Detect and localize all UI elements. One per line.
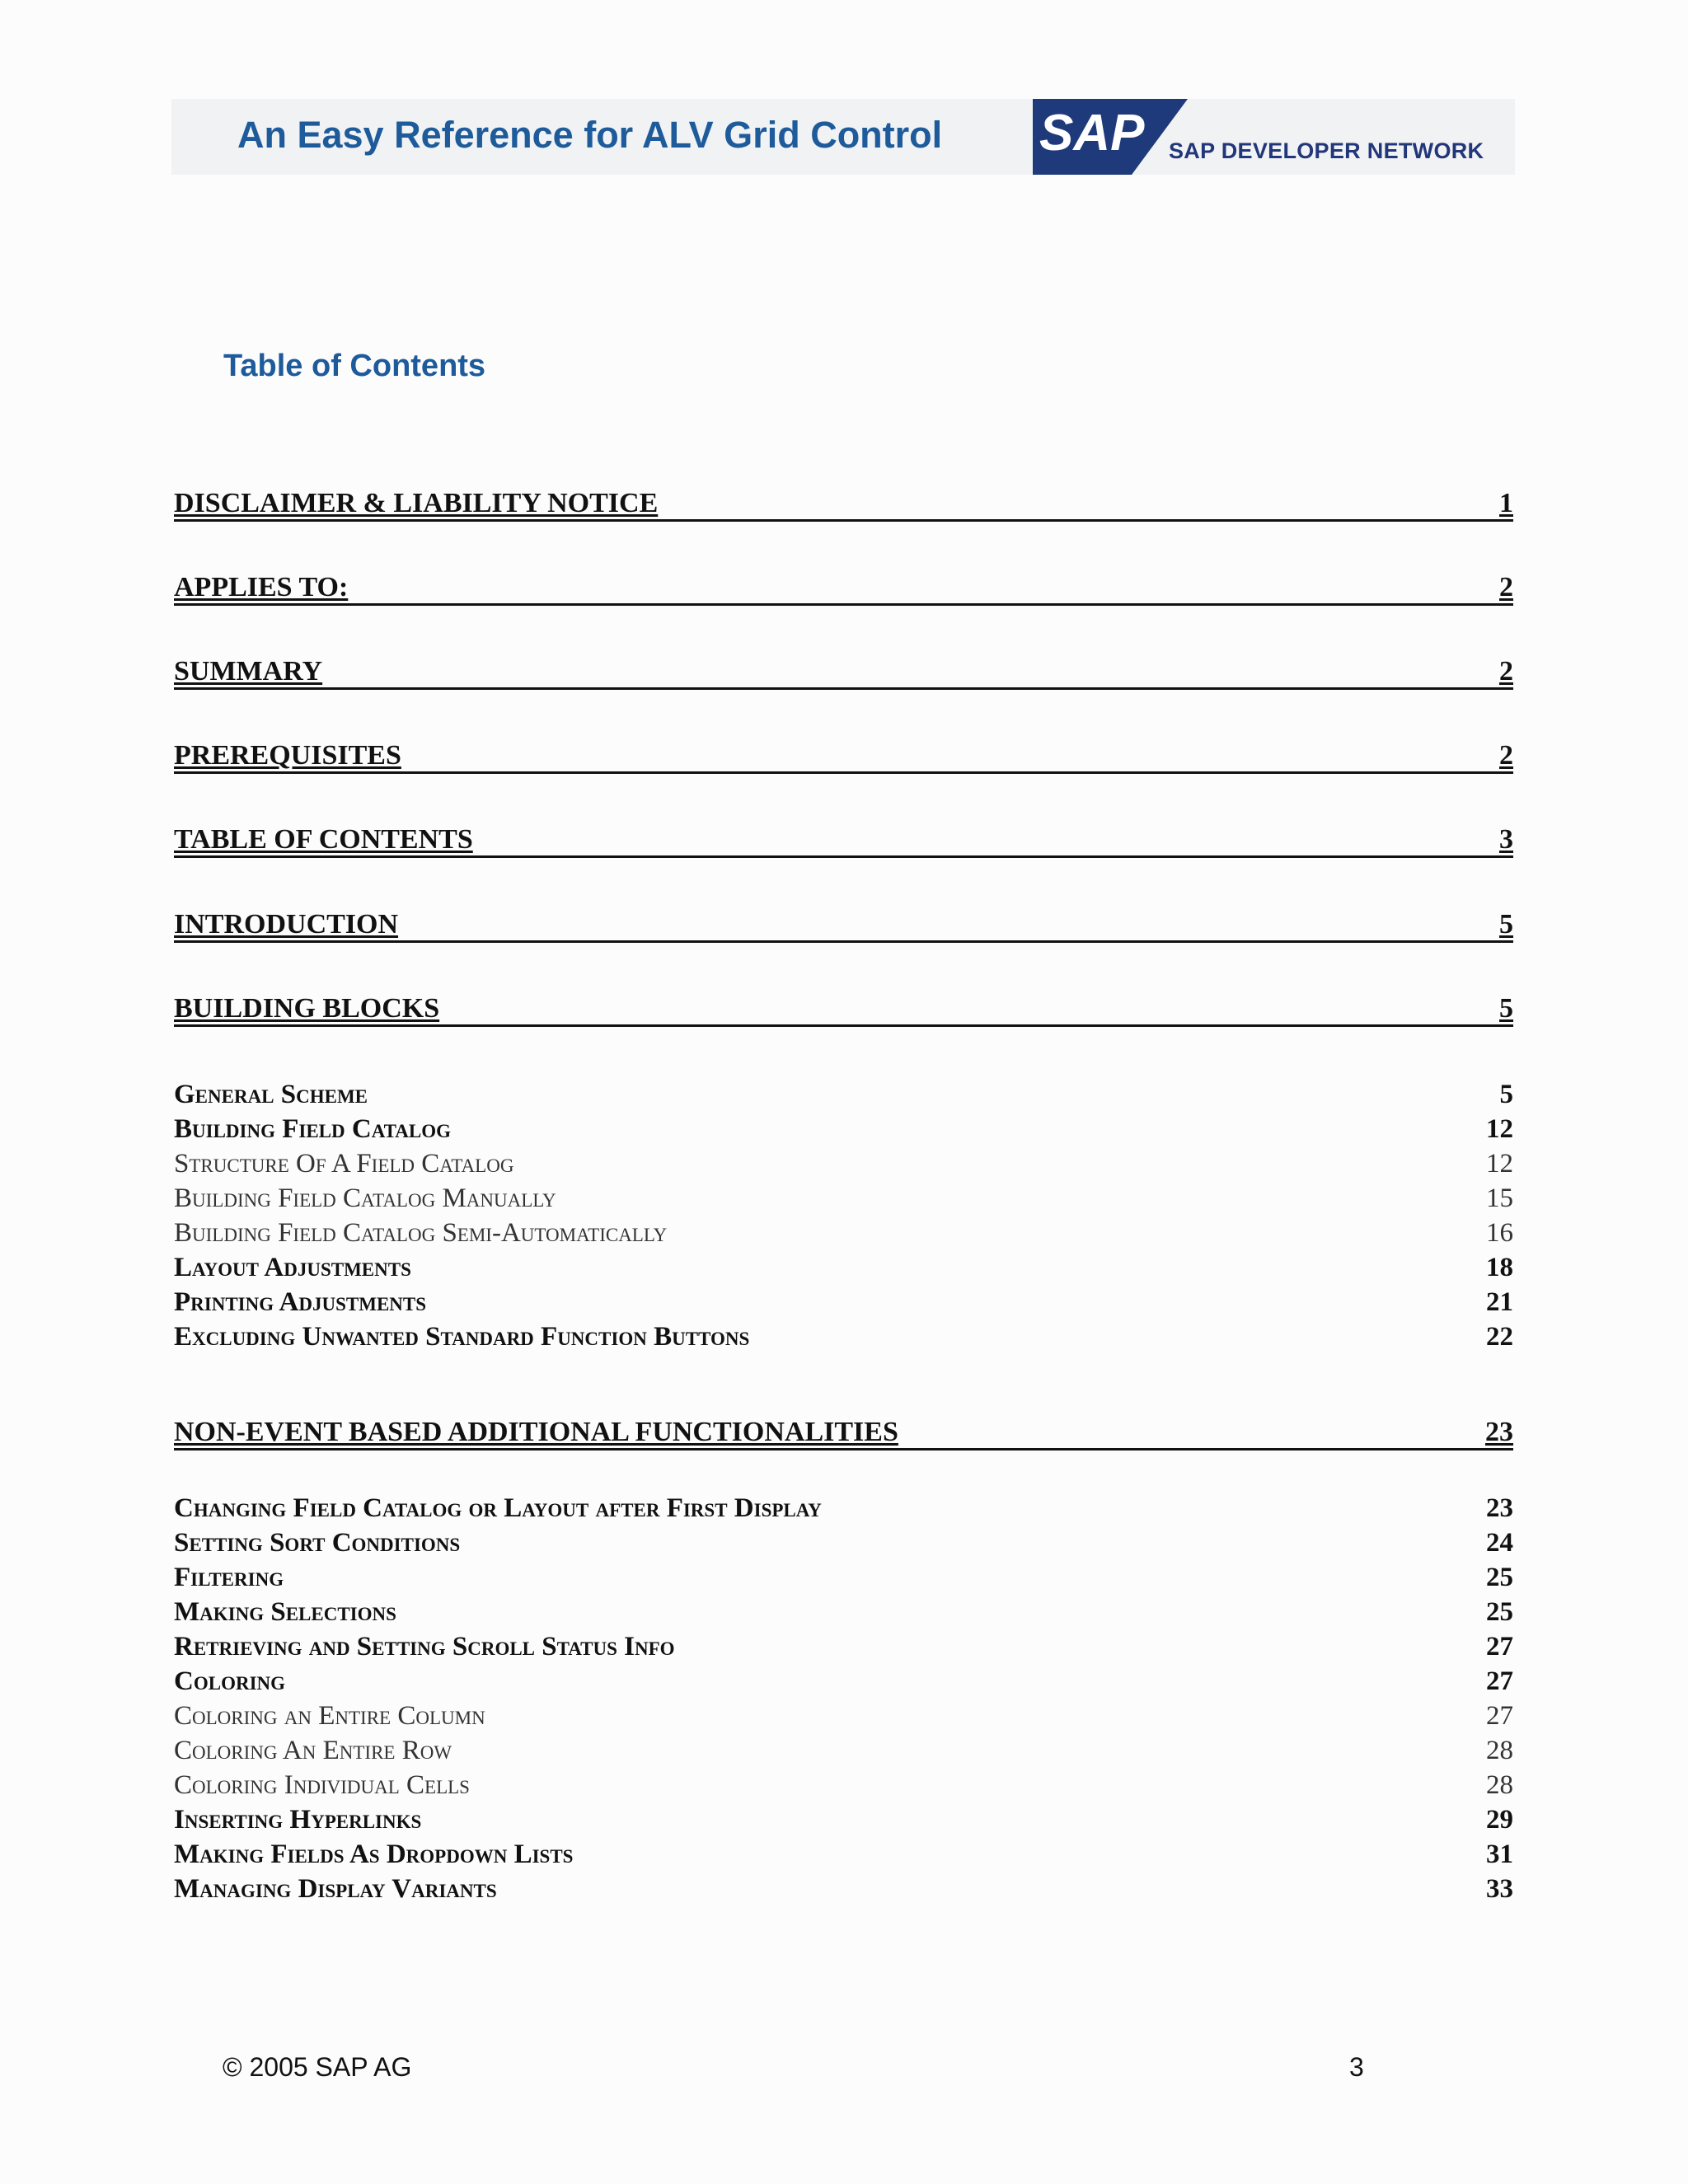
toc-entry-sort-conditions[interactable] xyxy=(174,1528,1513,1563)
toc-entry-page: 23 xyxy=(1486,1493,1513,1523)
toc-entry-label: Changing Field Catalog or Layout after First Display xyxy=(174,1493,822,1523)
toc-entry-label: Building Field Catalog xyxy=(174,1114,451,1144)
sap-logo xyxy=(1033,99,1188,175)
toc-entry-page: 33 xyxy=(1486,1874,1513,1904)
toc-entry-page: 27 xyxy=(1486,1701,1513,1731)
footer-page-number: 3 xyxy=(1349,2052,1364,2082)
toc-entry-structure-of-field-catalog[interactable] xyxy=(174,1149,1513,1183)
toc-entry-coloring-row[interactable] xyxy=(174,1736,1513,1770)
toc-entry-disclaimer[interactable] xyxy=(174,478,1513,522)
toc-entry-label: APPLIES TO: xyxy=(174,572,349,602)
toc-entry-summary[interactable] xyxy=(174,646,1513,690)
toc-entry-page: 12 xyxy=(1486,1114,1513,1144)
toc-entry-excluding-buttons[interactable] xyxy=(174,1322,1513,1357)
toc-entry-page: 18 xyxy=(1486,1253,1513,1282)
toc-entry-table-of-contents[interactable] xyxy=(174,814,1513,858)
toc-entry-page: 5 xyxy=(1499,993,1513,1024)
footer-copyright: © 2005 SAP AG xyxy=(223,2052,412,2082)
toc-entry-label: Coloring Individual Cells xyxy=(174,1770,470,1800)
toc-entry-building-field-catalog[interactable] xyxy=(174,1114,1513,1149)
toc-entry-page: 28 xyxy=(1486,1770,1513,1800)
toc-entry-page: 29 xyxy=(1486,1805,1513,1835)
toc-entry-coloring-cells[interactable] xyxy=(174,1770,1513,1805)
toc-entry-introduction[interactable] xyxy=(174,899,1513,943)
toc-entry-page: 5 xyxy=(1499,909,1513,940)
toc-entry-page: 16 xyxy=(1486,1218,1513,1248)
toc-heading: Table of Contents xyxy=(223,349,486,383)
toc-entry-page: 2 xyxy=(1499,740,1513,771)
toc-entry-page: 2 xyxy=(1499,572,1513,602)
document-title: An Easy Reference for ALV Grid Control xyxy=(237,114,943,156)
toc-entry-changing-field-catalog[interactable] xyxy=(174,1493,1513,1528)
sap-logo-text: SAP xyxy=(1039,105,1145,162)
toc-entry-label: General Scheme xyxy=(174,1080,368,1109)
toc-entry-building-blocks[interactable] xyxy=(174,983,1513,1027)
toc-entry-label: Coloring xyxy=(174,1666,286,1696)
toc-entry-page: 31 xyxy=(1486,1840,1513,1869)
toc-entry-label: Filtering xyxy=(174,1563,284,1592)
toc-entry-label: Making Fields As Dropdown Lists xyxy=(174,1840,574,1869)
toc-entry-page: 28 xyxy=(1486,1736,1513,1765)
toc-entry-coloring-column[interactable] xyxy=(174,1701,1513,1736)
toc-entry-page: 27 xyxy=(1486,1632,1513,1661)
developer-network-label: SAP DEVELOPER NETWORK xyxy=(1169,138,1484,163)
toc-entry-label: PREREQUISITES xyxy=(174,740,401,771)
toc-entry-label: Building Field Catalog Semi-Automatically xyxy=(174,1218,668,1248)
toc-entry-page: 22 xyxy=(1486,1322,1513,1352)
toc-entry-page: 23 xyxy=(1485,1417,1513,1447)
toc-entry-label: Layout Adjustments xyxy=(174,1253,411,1282)
toc-entry-page: 25 xyxy=(1486,1597,1513,1627)
toc-entry-label: Coloring an Entire Column xyxy=(174,1701,485,1731)
toc-entry-non-event-functionalities[interactable] xyxy=(174,1407,1513,1451)
toc-entry-label: Structure Of A Field Catalog xyxy=(174,1149,514,1179)
toc-entry-field-catalog-semi-auto[interactable] xyxy=(174,1218,1513,1253)
toc-entry-page: 27 xyxy=(1486,1666,1513,1696)
toc-entry-label: Managing Display Variants xyxy=(174,1874,497,1904)
toc-entry-page: 12 xyxy=(1486,1149,1513,1179)
toc-entry-display-variants[interactable] xyxy=(174,1874,1513,1909)
toc-entry-applies-to[interactable] xyxy=(174,562,1513,606)
toc-entry-label: Setting Sort Conditions xyxy=(174,1528,461,1558)
toc-entry-label: TABLE OF CONTENTS xyxy=(174,824,473,855)
toc-entry-printing-adjustments[interactable] xyxy=(174,1287,1513,1322)
toc-entry-page: 1 xyxy=(1499,488,1513,518)
toc-entry-general-scheme[interactable] xyxy=(174,1080,1513,1114)
toc-entry-label: Inserting Hyperlinks xyxy=(174,1805,422,1835)
toc-entry-layout-adjustments[interactable] xyxy=(174,1253,1513,1287)
toc-entry-making-selections[interactable] xyxy=(174,1597,1513,1632)
toc-entry-page: 21 xyxy=(1486,1287,1513,1317)
toc-entry-label: NON-EVENT BASED ADDITIONAL FUNCTIONALITIES xyxy=(174,1417,898,1447)
toc-entry-page: 15 xyxy=(1486,1183,1513,1213)
toc-entry-label: Excluding Unwanted Standard Function Buttons xyxy=(174,1322,750,1352)
sap-logo-icon xyxy=(1033,99,1188,175)
toc-entry-label: INTRODUCTION xyxy=(174,909,399,940)
toc-entry-field-catalog-manually[interactable] xyxy=(174,1183,1513,1218)
toc-entry-label: DISCLAIMER & LIABILITY NOTICE xyxy=(174,488,659,518)
toc-entry-label: Making Selections xyxy=(174,1597,396,1627)
toc-entry-page: 3 xyxy=(1499,824,1513,855)
toc-entry-coloring[interactable] xyxy=(174,1666,1513,1701)
toc-entry-inserting-hyperlinks[interactable] xyxy=(174,1805,1513,1840)
toc-entry-scroll-status[interactable] xyxy=(174,1632,1513,1666)
toc-entry-prerequisites[interactable] xyxy=(174,730,1513,774)
toc-entry-label: Coloring An Entire Row xyxy=(174,1736,452,1765)
toc-entry-label: Retrieving and Setting Scroll Status Info xyxy=(174,1632,675,1661)
toc-entry-label: Building Field Catalog Manually xyxy=(174,1183,556,1213)
toc-entry-filtering[interactable] xyxy=(174,1563,1513,1597)
toc-entry-label: BUILDING BLOCKS xyxy=(174,993,440,1024)
toc-entry-page: 24 xyxy=(1486,1528,1513,1558)
toc-entry-page: 5 xyxy=(1499,1080,1513,1109)
toc-entry-dropdown-lists[interactable] xyxy=(174,1840,1513,1874)
toc-entry-page: 25 xyxy=(1486,1563,1513,1592)
toc-entry-label: Printing Adjustments xyxy=(174,1287,427,1317)
toc-entry-label: SUMMARY xyxy=(174,656,323,687)
toc-entry-page: 2 xyxy=(1499,656,1513,687)
